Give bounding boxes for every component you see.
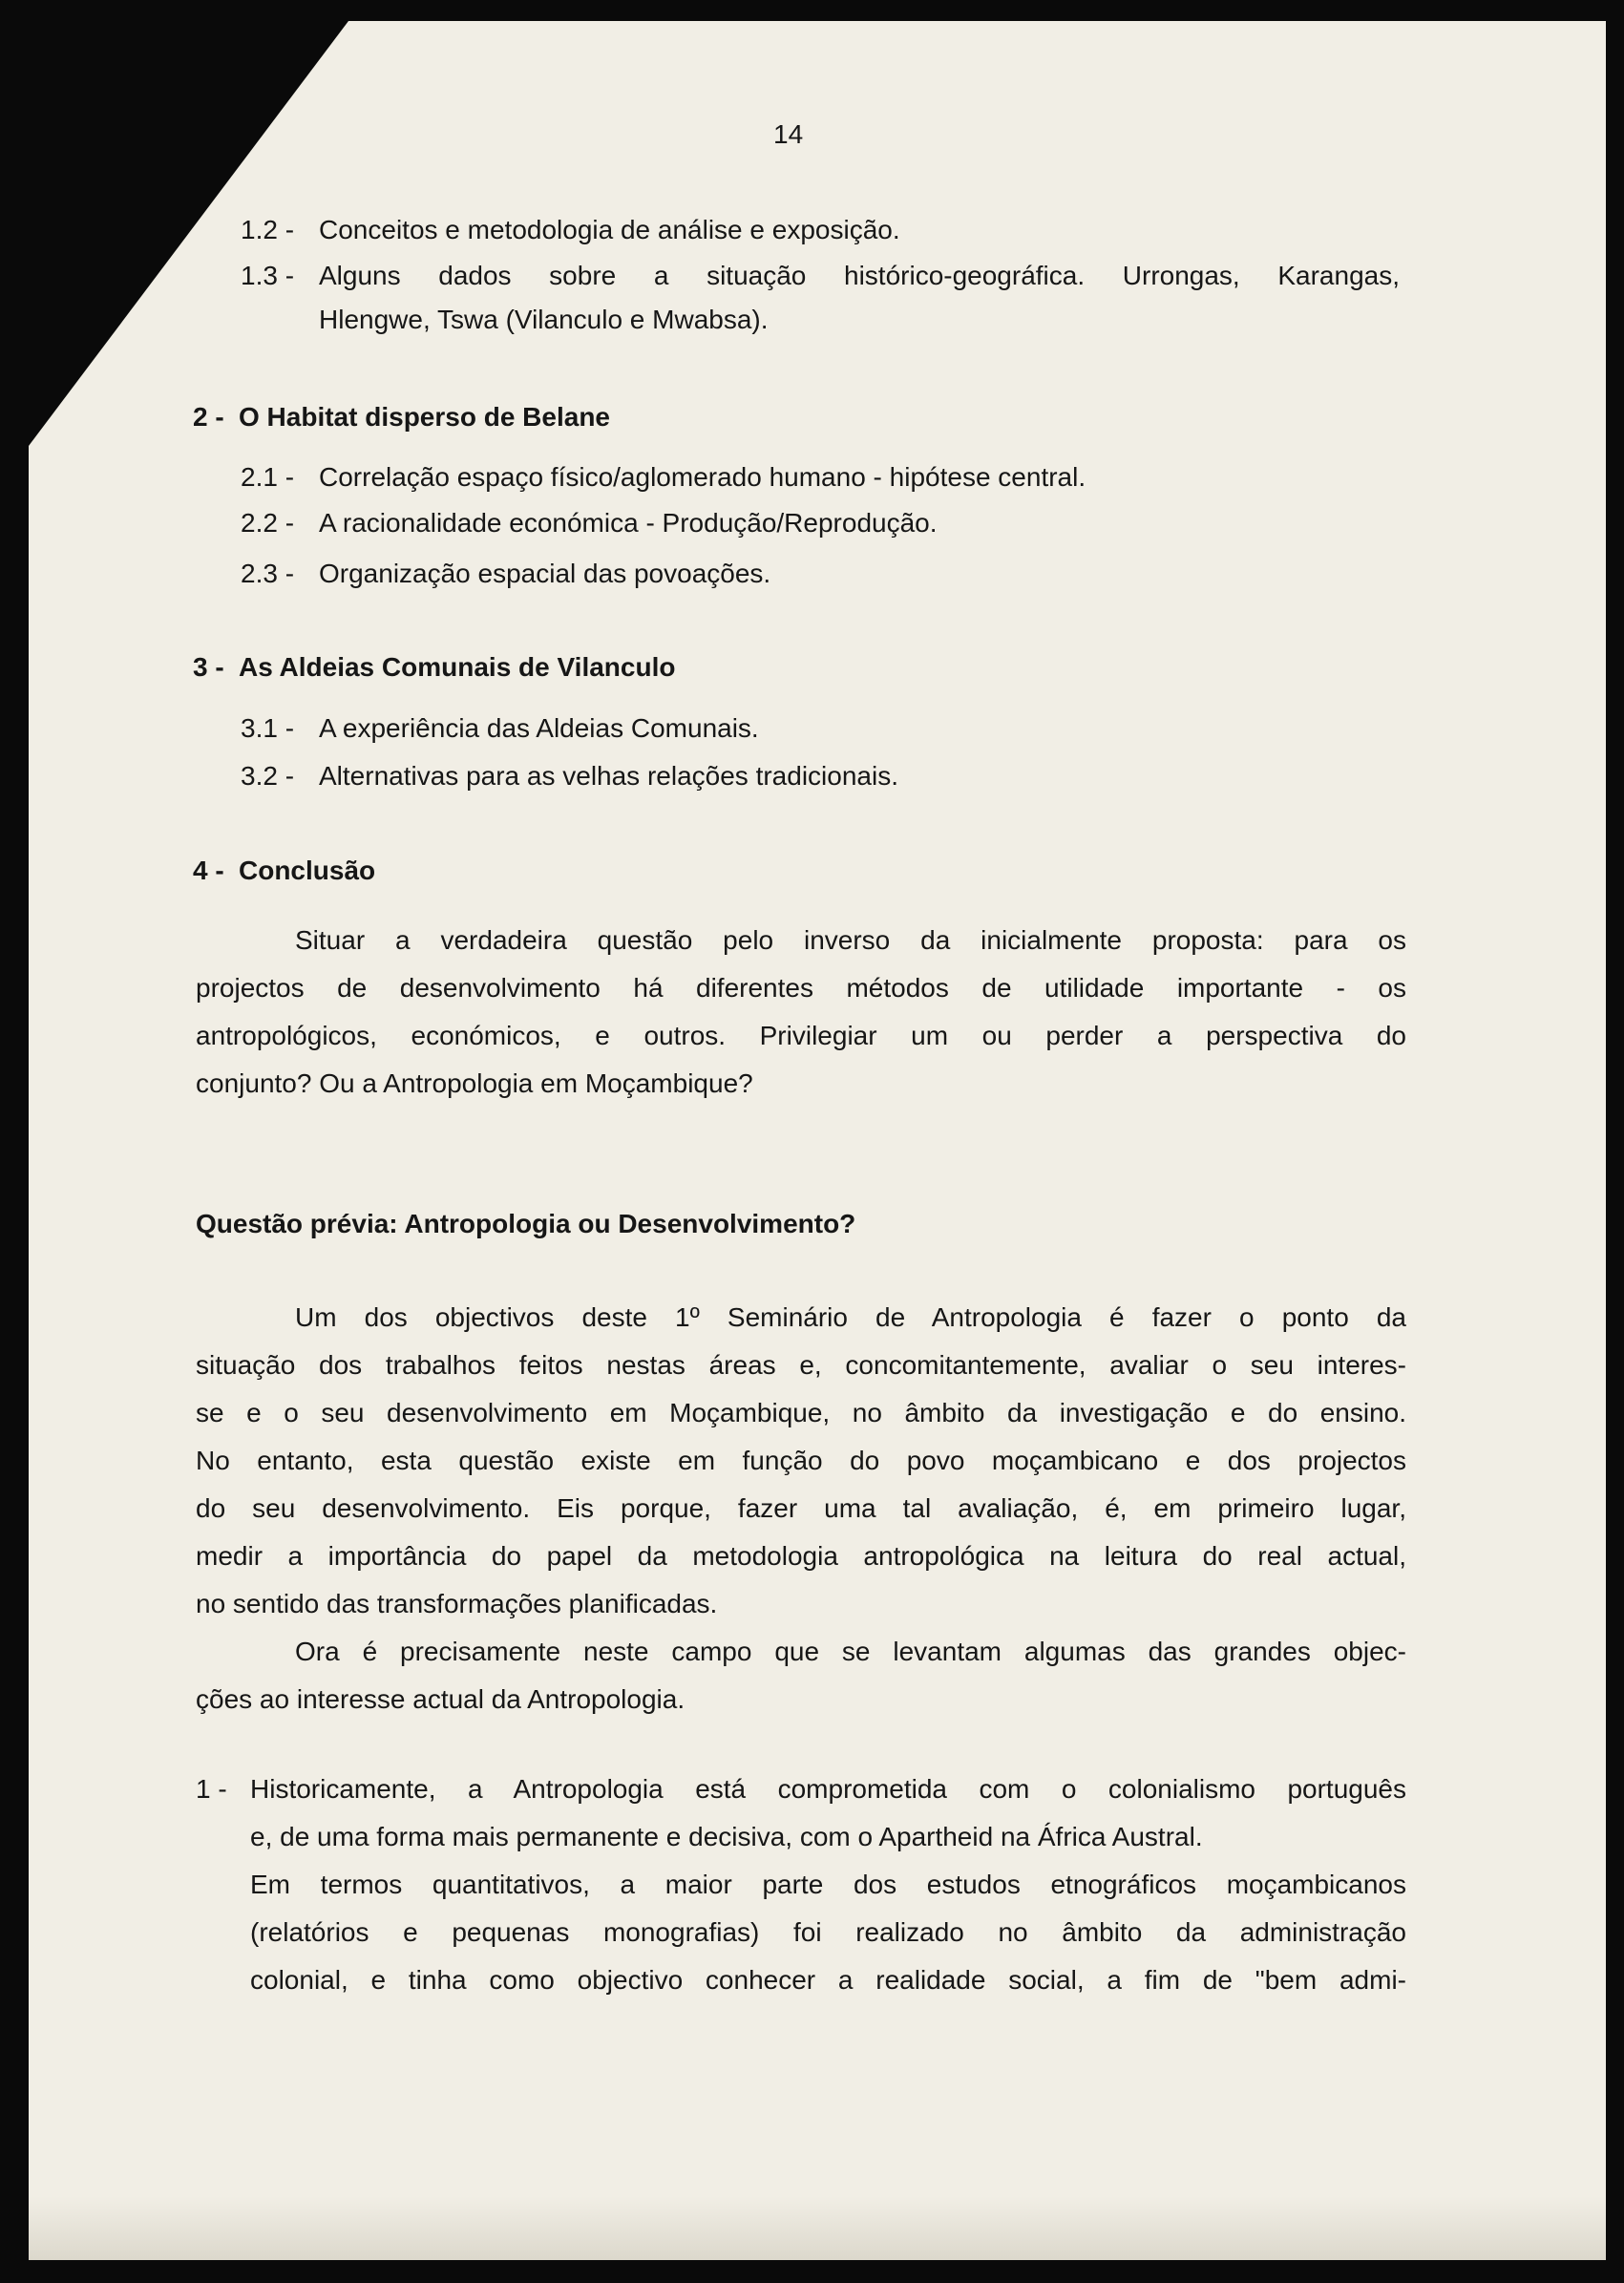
- toc-section-title: Conclusão: [239, 856, 376, 885]
- section-heading: Questão prévia: Antropologia ou Desenvolvimento?: [196, 1209, 856, 1238]
- paper-bottom-edge: [29, 2196, 1606, 2260]
- paragraph-line: medir a importância do papel da metodologia antropológica na leitura do real actual,: [196, 1541, 1406, 1571]
- page-number: 14: [773, 119, 804, 149]
- toc-item-label: A racionalidade económica - Produção/Reprodução.: [319, 508, 938, 538]
- toc-section-title: O Habitat disperso de Belane: [239, 402, 610, 432]
- toc-section-number: 4 -: [193, 856, 224, 885]
- toc-item-label: Conceitos e metodologia de análise e exposição.: [319, 215, 900, 244]
- toc-item-label: Alternativas para as velhas relações tradicionais.: [319, 761, 898, 791]
- item-text: [250, 1765, 1406, 2004]
- toc-item-number: 1.3 -: [241, 261, 295, 290]
- paragraph-line: se e o seu desenvolvimento em Moçambique, no âmbito da investigação e do ensino.: [196, 1398, 1406, 1427]
- toc-item-number: 3.1 -: [241, 713, 295, 743]
- toc-item-number: 1.2 -: [241, 215, 295, 244]
- body-paragraph: [196, 1294, 1406, 1628]
- toc-item-label: Hlengwe, Tswa (Vilanculo e Mwabsa).: [319, 305, 769, 334]
- paragraph-line: projectos de desenvolvimento há diferentes métodos de utilidade importante - os: [196, 973, 1406, 1003]
- paragraph-line: ções ao interesse actual da Antropologia.: [196, 1684, 685, 1714]
- toc-section-title: As Aldeias Comunais de Vilanculo: [239, 652, 676, 682]
- paragraph-line: (relatórios e pequenas monografias) foi realizado no âmbito da administração: [250, 1917, 1406, 1947]
- paragraph-line: antropológicos, económicos, e outros. Privilegiar um ou perder a perspectiva do: [196, 1021, 1406, 1050]
- paragraph-line: conjunto? Ou a Antropologia em Moçambique?: [196, 1068, 753, 1098]
- paragraph-line: do seu desenvolvimento. Eis porque, fazer uma tal avaliação, é, em primeiro lugar,: [196, 1493, 1406, 1523]
- toc-item-label: Organização espacial das povoações.: [319, 559, 771, 588]
- paragraph-line: Em termos quantitativos, a maior parte dos estudos etnográficos moçambicanos: [250, 1870, 1406, 1899]
- toc-item-number: 3.2 -: [241, 761, 295, 791]
- conclusion-paragraph: [196, 917, 1406, 1108]
- paragraph-line: no sentido das transformações planificadas.: [196, 1589, 718, 1618]
- toc-section-number: 3 -: [193, 652, 224, 682]
- paragraph-line: No entanto, esta questão existe em função do povo moçambicano e dos projectos: [196, 1446, 1406, 1475]
- paragraph-line: e, de uma forma mais permanente e decisiva, com o Apartheid na África Austral.: [250, 1822, 1203, 1851]
- toc-item-number: 2.3 -: [241, 559, 295, 588]
- body-paragraph: [196, 1628, 1406, 1723]
- toc-item-label: A experiência das Aldeias Comunais.: [319, 713, 759, 743]
- paragraph-line: Situar a verdadeira questão pelo inverso da inicialmente proposta: para os: [295, 925, 1406, 955]
- paragraph-line: situação dos trabalhos feitos nestas áreas e, concomitantemente, avaliar o seu interes-: [196, 1350, 1406, 1380]
- paragraph-line: Ora é precisamente neste campo que se levantam algumas das grandes objec-: [295, 1637, 1406, 1666]
- toc-item-number: 2.1 -: [241, 462, 295, 492]
- toc-item-number: 2.2 -: [241, 508, 295, 538]
- paragraph-line: Historicamente, a Antropologia está comprometida com o colonialismo português: [250, 1774, 1406, 1804]
- paragraph-line: Um dos objectivos deste 1º Seminário de Antropologia é fazer o ponto da: [295, 1302, 1406, 1332]
- toc-item-label: Correlação espaço físico/aglomerado humano - hipótese central.: [319, 462, 1086, 492]
- toc-item-label: Alguns dados sobre a situação histórico-geográfica. Urrongas, Karangas,: [319, 261, 1400, 290]
- item-number: 1 -: [196, 1774, 227, 1804]
- paragraph-line: colonial, e tinha como objectivo conhecer a realidade social, a fim de "bem admi-: [250, 1965, 1406, 1995]
- toc-section-number: 2 -: [193, 402, 224, 432]
